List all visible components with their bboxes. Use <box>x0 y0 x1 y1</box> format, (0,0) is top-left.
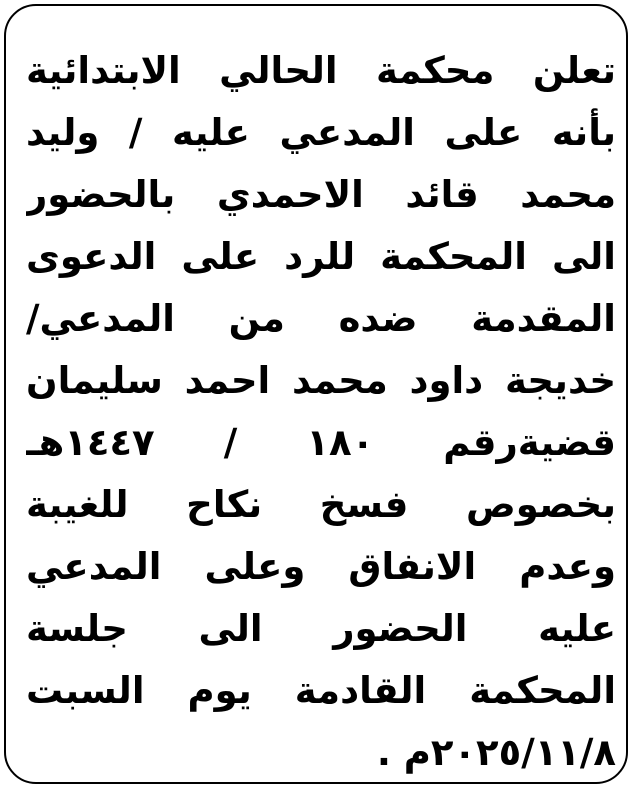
notice-line: بخصوص فسخ نكاح للغيبة <box>26 483 616 526</box>
notice-line: خديجة داود محمد احمد سليمان <box>26 359 616 402</box>
notice-line: بأنه على المدعي عليه / وليد <box>26 111 616 154</box>
notice-line: عليه الحضور الى جلسة <box>26 607 616 650</box>
notice-text <box>26 40 616 784</box>
notice-line: محمد قائد الاحمدي بالحضور <box>26 173 616 216</box>
notice-line: المحكمة القادمة يوم السبت <box>26 669 616 712</box>
notice-line: وعدم الانفاق وعلى المدعي <box>26 545 616 588</box>
notice-line: الى المحكمة للرد على الدعوى <box>26 235 616 278</box>
notice-line: قضيةرقم ١٨٠ / ١٤٤٧هـ <box>26 421 616 464</box>
notice-line: المقدمة ضده من المدعي/ <box>26 297 616 340</box>
notice-line-date: ٢٠٢٥/١١/٨م . <box>376 731 616 774</box>
notice-line: تعلن محكمة الحالي الابتدائية <box>26 49 616 92</box>
